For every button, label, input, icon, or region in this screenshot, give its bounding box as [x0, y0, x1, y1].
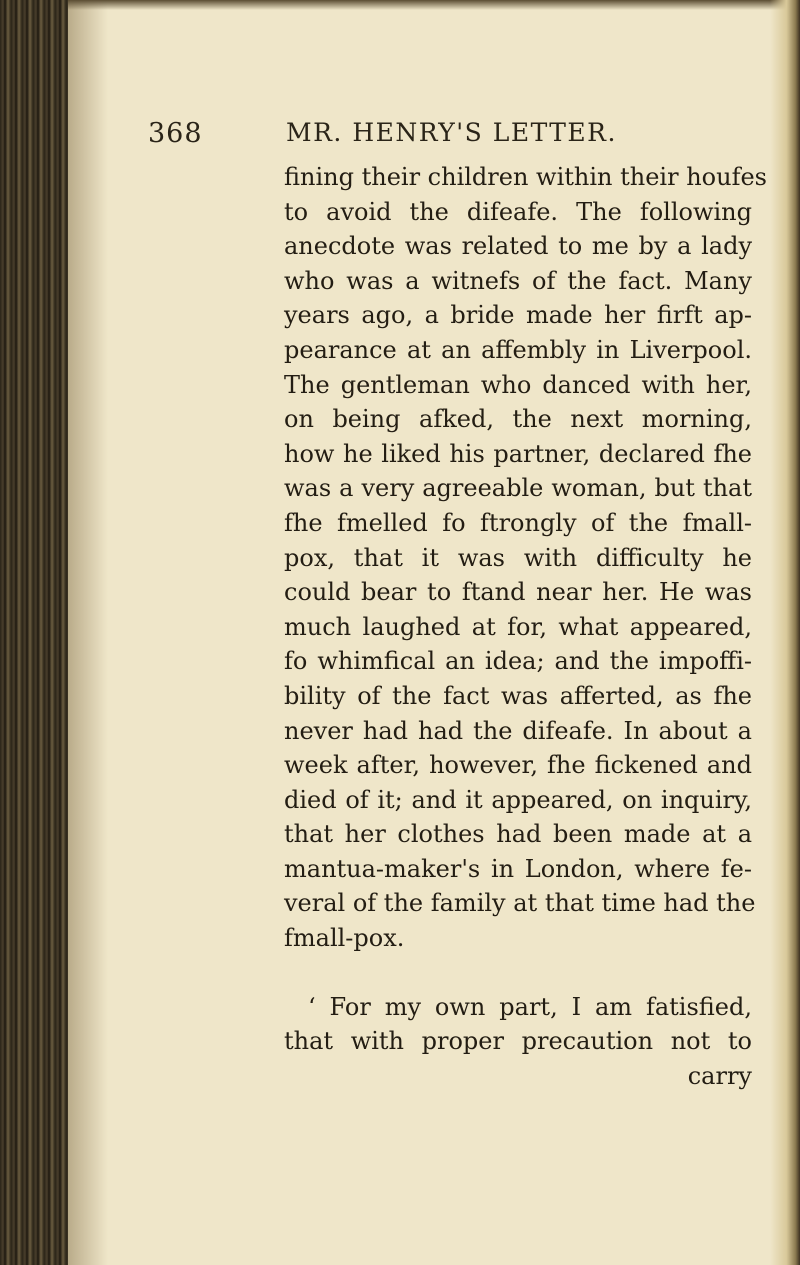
text-line: mantua-maker's in London, where fe-: [284, 854, 752, 883]
book-gutter: [0, 0, 68, 1265]
page-right-edge: [770, 0, 800, 1265]
text-line: how he liked his partner, declared fhe: [284, 439, 752, 468]
text-line: fo whimfical an idea; and the impoffi-: [284, 647, 752, 676]
paragraph-2: [284, 990, 752, 1059]
text-line: The gentleman who danced with her,: [284, 370, 752, 399]
text-line: died of it; and it appeared, on inquiry,: [284, 785, 752, 814]
text-line: bility of the fact was afferted, as fhe: [284, 681, 752, 710]
text-line: fining their children within their houfes: [284, 163, 767, 191]
text-line: much laughed at for, what appeared,: [284, 612, 752, 641]
text-line: pearance at an affembly in Liverpool.: [284, 335, 752, 364]
text-line: fmall-pox.: [284, 924, 405, 953]
paragraph-gap: [284, 956, 752, 990]
gutter-shadow: [68, 0, 108, 1265]
paragraph-1: [284, 160, 767, 956]
text-line: pox, that it was with difficulty he: [284, 543, 752, 572]
text-line: that with proper precaution not to: [284, 1027, 752, 1056]
running-head: MR. HENRY'S LETTER.: [286, 118, 617, 147]
text-line: that her clothes had been made at a: [284, 820, 752, 849]
catchword: carry: [687, 1061, 752, 1090]
page-number: 368: [148, 118, 203, 149]
text-line: who was a witnefs of the fact. Many: [284, 266, 752, 295]
text-line: week after, however, fhe fickened and: [284, 751, 752, 780]
text-line: fhe fmelled fo ftrongly of the fmall-: [284, 508, 752, 537]
text-line: veral of the family at that time had the: [284, 889, 756, 918]
body-text: [284, 160, 767, 1093]
text-line: was a very agreeable woman, but that: [284, 474, 752, 503]
text-line: years ago, a bride made her firft ap-: [284, 301, 752, 330]
text-line: to avoid the difeafe. The following: [284, 197, 752, 226]
text-line: never had had the difeafe. In about a: [284, 716, 752, 745]
text-line: ‘ For my own part, I am fatisfied,: [308, 992, 752, 1021]
page-top-edge: [68, 0, 800, 10]
text-line: on being afked, the next morning,: [284, 405, 752, 434]
text-line: anecdote was related to me by a lady: [284, 232, 752, 261]
text-line: could bear to ftand near her. He was: [284, 578, 752, 607]
